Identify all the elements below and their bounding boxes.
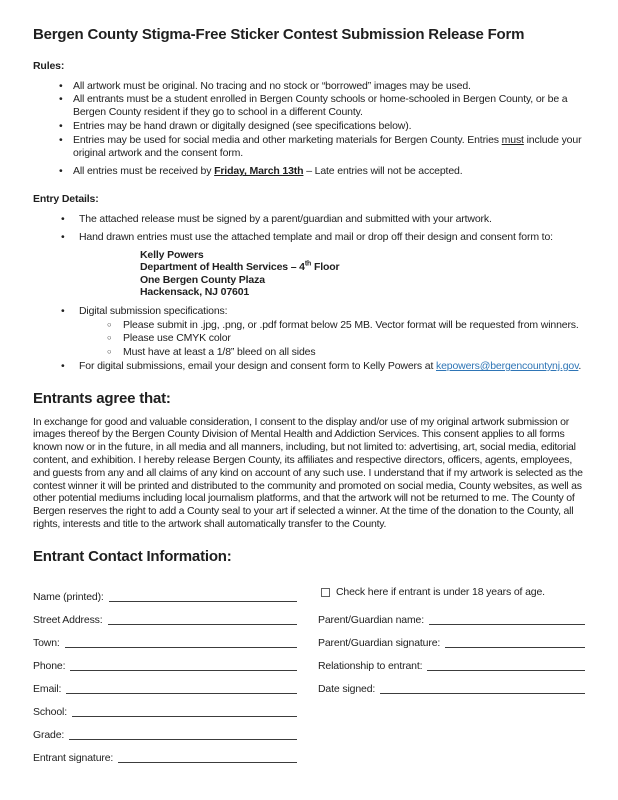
relationship-to-entrant-field-line[interactable]	[427, 670, 585, 671]
contact-info-heading: Entrant Contact Information:	[33, 547, 232, 565]
contact-form-left-column	[33, 581, 297, 765]
field-row-name-printed: Name (printed):	[33, 581, 297, 604]
circle-bullet-marker: ○	[107, 333, 112, 343]
under-18-checkbox[interactable]	[321, 588, 330, 597]
under-18-checkbox-label: Check here if entrant is under 18 years of age.	[336, 585, 545, 598]
field-row-relationship-to-entrant: Relationship to entrant:	[318, 650, 585, 673]
bullet-marker: •	[59, 119, 63, 132]
field-row-school: School:	[33, 696, 297, 719]
contact-form-right-column	[318, 581, 585, 765]
spec-item-bleed: ○ Must have at least a 1/8” bleed on all sides	[107, 346, 316, 359]
phone-field-line[interactable]	[70, 670, 297, 671]
address-street: One Bergen County Plaza	[140, 273, 265, 286]
underlined-must: must	[501, 133, 524, 146]
entry-details-heading: Entry Details:	[33, 193, 99, 206]
deadline-date: Friday, March 13th	[214, 165, 304, 178]
bullet-marker: •	[61, 360, 65, 373]
field-row-parent-guardian-signature: Parent/Guardian signature:	[318, 627, 585, 650]
field-row-date-signed: Date signed:	[318, 673, 585, 696]
rule-item-original-artwork: • All artwork must be original. No tracing and no stock or “borrowed” images may be used.	[59, 79, 471, 92]
parent-guardian-signature-field-line[interactable]	[445, 647, 585, 648]
circle-bullet-marker: ○	[107, 319, 112, 329]
under-18-checkbox-row	[318, 581, 585, 604]
rule-item-hand-or-digital: • Entries may be hand drawn or digitally designed (see specifications below).	[59, 119, 412, 132]
address-city: Hackensack, NJ 07601	[140, 286, 250, 299]
spec-item-file-format: ○ Please submit in .jpg, .png, or .pdf format below 25 MB. Vector format will be requested from winners.	[107, 318, 579, 331]
field-row-parent-guardian-name: Parent/Guardian name:	[318, 604, 585, 627]
agreement-heading: Entrants agree that:	[33, 389, 171, 407]
bullet-marker: •	[61, 304, 65, 317]
parent-guardian-name-field-line[interactable]	[429, 624, 585, 625]
field-row-street-address: Street Address:	[33, 604, 297, 627]
email-link[interactable]: kepowers@bergencountynj.gov	[435, 360, 579, 373]
entrant-signature-field-line[interactable]	[118, 762, 297, 763]
rule-item-marketing-use: • Entries may be used for social media and other marketing materials for Bergen County. Entries must include your original artwork and the consent form.	[59, 133, 582, 159]
bullet-marker: •	[61, 212, 65, 225]
address-department: Department of Health Services – 4th Floor	[140, 260, 340, 274]
field-row-town: Town:	[33, 627, 297, 650]
bullet-marker: •	[59, 133, 63, 146]
field-row-entrant-signature: Entrant signature:	[33, 742, 297, 765]
rule-item-deadline: • All entries must be received by Friday, March 13th – Late entries will not be accepted.	[59, 165, 463, 178]
street-address-field-line[interactable]	[108, 624, 297, 625]
mailing-address-block	[140, 249, 585, 299]
entry-item-hand-drawn-mailing: • Hand drawn entries must use the attached template and mail or drop off their design and consent form to:	[61, 230, 553, 243]
entry-item-release-signed: • The attached release must be signed by a parent/guardian and submitted with your artwork.	[61, 212, 492, 225]
field-row-phone: Phone:	[33, 650, 297, 673]
entry-details-list	[33, 213, 585, 373]
date-signed-field-line[interactable]	[380, 693, 585, 694]
field-row-grade: Grade:	[33, 719, 297, 742]
entry-item-email-submission: • For digital submissions, email your design and consent form to Kelly Powers at kepowers@bergencountynj.gov.	[61, 360, 582, 373]
rules-list	[33, 80, 585, 179]
entry-item-digital-specs: • Digital submission specifications:	[61, 304, 228, 317]
bullet-marker: •	[59, 165, 63, 178]
school-field-line[interactable]	[72, 716, 297, 717]
grade-field-line[interactable]	[69, 739, 297, 740]
contact-form	[33, 581, 585, 765]
rule-item-entrant-eligibility: • All entrants must be a student enrolled in Bergen County schools or home-schooled in Bergen County, or be a Bergen County resident if they go to school in a different County.	[59, 93, 568, 119]
town-field-line[interactable]	[65, 647, 297, 648]
name-printed-field-line[interactable]	[109, 601, 297, 602]
rules-heading: Rules:	[33, 59, 65, 72]
bullet-marker: •	[59, 79, 63, 92]
spec-item-cmyk: ○ Please use CMYK color	[107, 332, 231, 345]
agreement-paragraph: In exchange for good and valuable consideration, I consent to the display and/or use of my original artwork submission or images thereof by the Bergen County Division of Mental Health and Addiction Services. This consent applies to all forms known now or in the future, in all media and all manners, including, but not limited to: advertising, art, social media, editorial content, and exhibition. I hereby release Bergen County, its affiliates and respective directors, officers, agents, employees, and guests from any and all claims of any kind on account of any such use. I understand that if my artwork is selected as the contest winner it will be printed and distributed to the community and promoted on social media, County websites, as well as other potential mediums including local journalism platforms, and that the artwork will not be returned to me. The County of Bergen reserves the right to add a County seal to your art if selected a winner. At the time of the donation to the County, all rights, interests and title to the artwork shall automatically transfer to the County.	[33, 415, 583, 530]
field-row-email: Email:	[33, 673, 297, 696]
bullet-marker: •	[61, 230, 65, 243]
page-title: Bergen County Stigma-Free Sticker Contest Submission Release Form	[33, 26, 525, 43]
email-field-line[interactable]	[66, 693, 297, 694]
bullet-marker: •	[59, 93, 63, 106]
address-recipient: Kelly Powers	[140, 248, 204, 261]
circle-bullet-marker: ○	[107, 347, 112, 357]
